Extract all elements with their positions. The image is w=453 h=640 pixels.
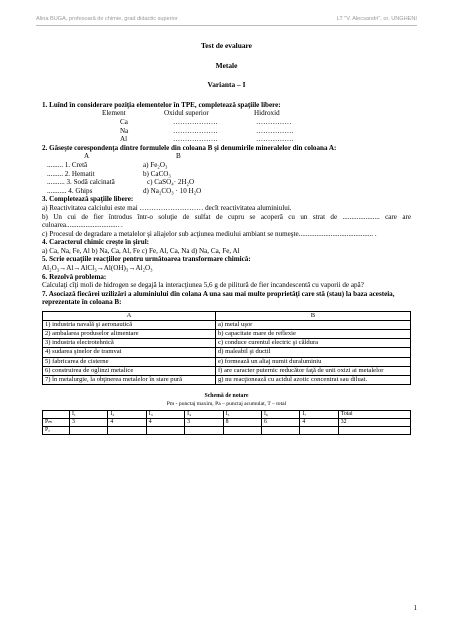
- q1-row-na: [102, 127, 411, 136]
- q2-mineral: .......... 3. Sodă calcinată: [47, 178, 115, 187]
- q2-mineral: ......... 2. Hematit: [47, 169, 95, 178]
- q1-oxide-blank: ……………….: [173, 117, 218, 126]
- grading-cell: I₆: [261, 410, 299, 418]
- q1-row-al: [102, 135, 411, 144]
- table-row: [43, 375, 411, 384]
- q2-row: [42, 178, 411, 187]
- document-title: [42, 42, 411, 90]
- grading-cell: [338, 426, 410, 434]
- q2-formula: b) CaCO₃: [143, 169, 171, 178]
- q1-element: Na: [120, 126, 129, 135]
- grading-cell: I₄: [185, 410, 223, 418]
- q7-use: 2) ambalarea produselor alimentare: [43, 330, 216, 339]
- schema-legend: Pm - punctaj maxim, Pa – punctaj acumulat, T – total: [166, 401, 287, 408]
- grading-cell: Pₘ: [43, 418, 70, 426]
- schema-title: Schemă de notare: [204, 392, 249, 399]
- grading-cell: I₅: [223, 410, 261, 418]
- header-divider: [36, 25, 417, 26]
- grading-cell: [261, 426, 299, 434]
- q3-prompt: 3. Completează spaţiile libere:: [42, 195, 134, 204]
- q2-col-a: A: [84, 152, 90, 161]
- grading-cell: I₁: [70, 410, 108, 418]
- grading-table: [42, 410, 411, 435]
- q1-row-ca: [102, 118, 411, 127]
- q3-item-b: b) Un cui de fier întrodus într-o soluţie de sulfat de cupru se acoperă cu un strat de ..................... care are culoarea.............................. .: [42, 212, 411, 230]
- q7-prompt: 7. Asociază fiecărei uzilizări a aluminiului din colana A una sau mai multe proprietăţi care stă (stau) la baza acesteia, reprezentate în coloana B:: [42, 289, 395, 307]
- q1-head-element: Element: [102, 109, 126, 118]
- grading-cell: 4: [108, 418, 146, 426]
- q3-item-c: c) Procesul de degradare a metalelor şi aliajelor sub acţiunea mediului ambiant se numeşte.......................................... .: [42, 229, 377, 238]
- q1-oxide-blank: ……………….: [173, 126, 218, 135]
- grading-row-pm: [43, 418, 411, 426]
- table-row: [43, 330, 411, 339]
- q1-head-hydroxide: Hidroxid: [254, 109, 280, 118]
- q2-mineral: ......... 1. Cretă: [47, 160, 88, 169]
- title-variant: Varianta – I: [207, 80, 246, 90]
- grading-cell: 3: [70, 418, 108, 426]
- q4-options: a) Ca, Na, Fe, Al b) Na, Ca, Al, Fe c) Fe, Al, Ca, Na d) Na, Ca, Fe, Al: [42, 246, 240, 255]
- q2-formula: c) CaSO₄· 2H₂O: [147, 178, 195, 187]
- grading-cell: [300, 426, 338, 434]
- q1-element: Al: [120, 135, 128, 144]
- q7-property: b) capacitate mare de reflexie: [215, 330, 410, 339]
- q2-mineral: ........... 4. Ghips: [47, 186, 93, 195]
- q7-use: 1) industria navală şi aeronautică: [43, 321, 216, 330]
- grading-cell: 8: [223, 418, 261, 426]
- q5-chain: Al₂O₃→Al→AlCl₃→Al(OH)₃→Al₂O₃: [42, 264, 153, 273]
- page-header: [36, 16, 417, 22]
- q7-property: g) nu reacţionează cu acidul azotic concentrat sau diluat.: [215, 375, 410, 384]
- q1-table: [102, 109, 411, 143]
- q7-table: [42, 311, 411, 385]
- grading-cell: 3: [185, 418, 223, 426]
- q1-hydroxide-blank: ……………: [256, 117, 292, 126]
- grading-row-pa: [43, 426, 411, 434]
- grading-cell: [70, 426, 108, 434]
- table-row: [43, 321, 411, 330]
- q7-use: 4) sudarea şinelor de tramvai: [43, 348, 216, 357]
- table-row: [43, 357, 411, 366]
- q7-use: 7) în metalurgie, la obţinerea metalelor în stare pură: [43, 375, 216, 384]
- q7-header-row: [43, 312, 411, 321]
- grading-cell: I₃: [146, 410, 184, 418]
- q7-property: f) are caracter puternic reducător faţă de unii oxizi ai metalelor: [215, 366, 410, 375]
- table-row: [43, 348, 411, 357]
- grading-cell: [146, 426, 184, 434]
- page-number: 1: [413, 604, 417, 612]
- document-body: [42, 34, 411, 435]
- q1-hydroxide-blank: …………….: [256, 135, 294, 144]
- q7-property: a) metal uşor: [215, 321, 410, 330]
- q1-oxide-blank: ……………….: [173, 135, 218, 144]
- q2-col-b: B: [176, 152, 181, 161]
- grading-cell: 32: [338, 418, 410, 426]
- grading-cell: [223, 426, 261, 434]
- q2-row: [42, 161, 411, 170]
- q1-head-oxide: Oxidul superior: [164, 109, 209, 118]
- title-subject: Metale: [215, 60, 238, 70]
- grading-cell: 6: [261, 418, 299, 426]
- q1-header-row: [102, 109, 411, 118]
- q1-element: Ca: [120, 117, 128, 126]
- table-row: [43, 366, 411, 375]
- q2-row: [42, 187, 411, 196]
- q7-property: e) formează un aliaj numit duraluminiu: [215, 357, 410, 366]
- grading-cell: 4: [300, 418, 338, 426]
- q4-prompt: 4. Caracterul chimic creşte în şirul:: [42, 238, 150, 247]
- grading-cell: 4: [146, 418, 184, 426]
- q3-item-a: a) Reactivitatea calciului este mai ……………………… decît reactivitatea aluminiului.: [42, 203, 292, 212]
- q1-prompt: 1. Luînd în considerare poziţia elementelor în TPE, completează spaţiile libere:: [42, 100, 281, 109]
- q5-prompt: 5. Scrie ecuaţiile reacţiilor pentru următoarea transformare chimică:: [42, 255, 251, 264]
- table-row: [43, 339, 411, 348]
- q2-row: [42, 170, 411, 179]
- grading-cell: Total: [338, 410, 410, 418]
- q6-prompt: 6. Rezolvă problema:: [42, 272, 107, 281]
- header-author: Alina BUGA, profesoară de chimie, grad didactic superior: [36, 16, 178, 22]
- grading-cell: [108, 426, 146, 434]
- q7-use: 5) fabricarea de cisterne: [43, 357, 216, 366]
- q2-formula: a) Fe₂O₃: [143, 160, 168, 169]
- q2-prompt: 2. Găseşte corespondenţa dintre formulele din coloana B şi denumirile mineralelor din coloana A:: [42, 143, 337, 152]
- q7-use: 3) industria electrotehnică: [43, 339, 216, 348]
- grading-cell: Pₐ: [43, 426, 70, 434]
- q6-text: Calculaţi cîţi moli de hidrogen se degajă la interacţiunea 5,6 g de pilitură de fier incandescentă cu vaporii de apă?: [42, 281, 364, 290]
- q7-property: c) conduce curentul electric şi căldura: [215, 339, 410, 348]
- q7-head-b: B: [215, 312, 410, 321]
- q1-hydroxide-blank: …………….: [256, 126, 294, 135]
- title-test: Test de evaluare: [201, 41, 252, 50]
- header-school: LT "V. Alecsandri", or. UNGHENI: [336, 16, 417, 22]
- q2-formula: d) Na₂CO₃ · 10 H₂O: [143, 186, 202, 195]
- q2-header-row: [42, 152, 411, 161]
- q7-property: d) maleabil şi ductil: [215, 348, 410, 357]
- grading-cell: [43, 410, 70, 418]
- grading-cell: I₇: [300, 410, 338, 418]
- q7-use: 6) construirea de oglinzi metalice: [43, 366, 216, 375]
- q7-head-a: A: [43, 312, 216, 321]
- grading-cell: [185, 426, 223, 434]
- grading-header-row: [43, 410, 411, 418]
- grading-cell: I₂: [108, 410, 146, 418]
